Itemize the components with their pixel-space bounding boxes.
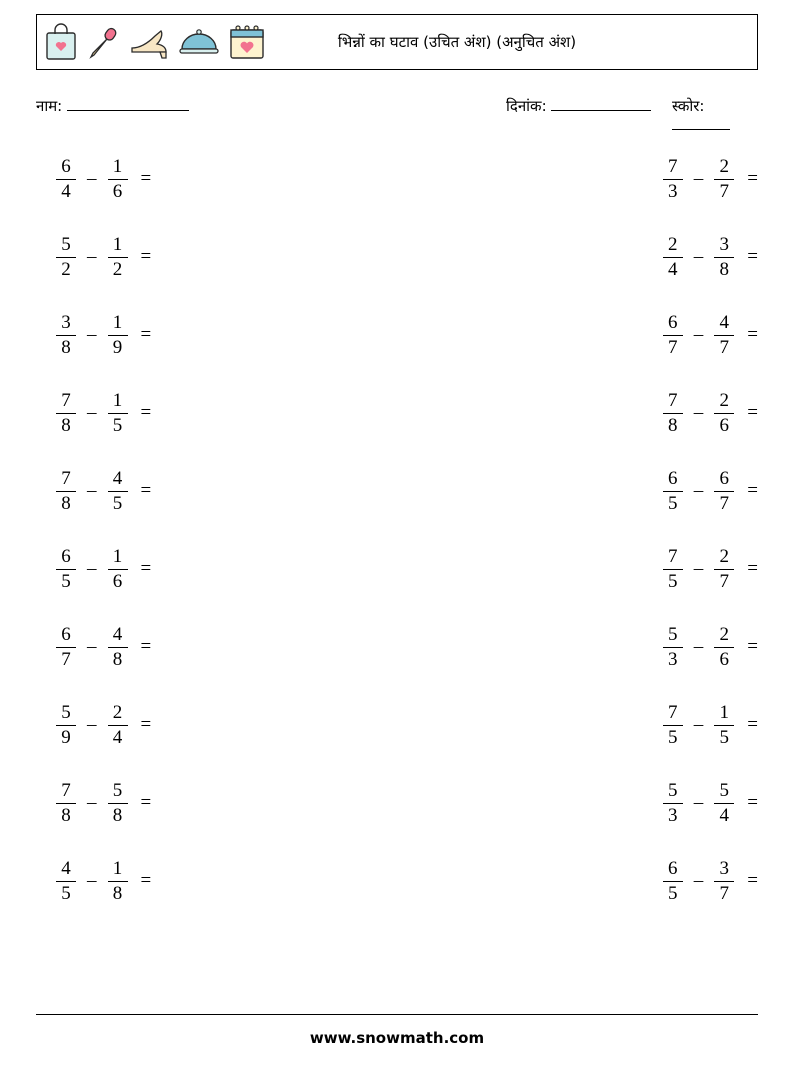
shopping-bag-icon [43,22,79,62]
numerator: 2 [668,233,678,255]
problem-item [331,452,758,530]
operator: – [693,558,704,579]
fraction-first [663,157,683,202]
problem-item [331,218,758,296]
fraction-bar [714,413,734,414]
numerator: 7 [668,389,678,411]
fraction-bar [108,881,128,882]
equals-sign: = [747,636,758,657]
operator: – [87,402,97,423]
meta-row [36,96,758,118]
operator: – [693,714,704,735]
numerator: 4 [112,623,123,645]
fraction-second [714,781,734,826]
equals-sign: = [140,636,152,657]
fraction-first [56,859,76,904]
fraction-bar [663,881,683,882]
numerator: 5 [668,779,678,801]
fraction-second [108,235,128,280]
equals-sign: = [747,168,758,189]
footer-divider [36,1014,758,1015]
fraction-second [108,313,128,358]
operator: – [693,636,704,657]
fraction-expression [661,235,758,280]
denominator: 5 [668,492,678,514]
equals-sign: = [140,714,152,735]
numerator: 6 [668,467,678,489]
denominator: 4 [112,726,123,748]
numerator: 7 [61,389,71,411]
denominator: 5 [61,882,71,904]
numerator: 6 [61,623,71,645]
equals-sign: = [140,246,152,267]
date-field [506,96,651,116]
numerator: 2 [719,389,730,411]
fraction-second [108,391,128,436]
score-input-line[interactable] [672,129,730,130]
numerator: 4 [112,467,123,489]
operator: – [87,558,97,579]
problem-item [331,842,758,920]
denominator: 7 [719,570,730,592]
denominator: 3 [668,804,678,826]
numerator: 7 [668,155,678,177]
equals-sign: = [140,480,152,501]
denominator: 7 [719,882,730,904]
fraction-bar [714,725,734,726]
fraction-first [663,469,683,514]
denominator: 6 [112,180,123,202]
fraction-bar [108,647,128,648]
fraction-first [663,235,683,280]
high-heel-shoe-icon [127,22,171,62]
fraction-expression [54,391,151,436]
fraction-first [663,703,683,748]
fraction-expression [661,547,758,592]
fraction-second [714,313,734,358]
problem-item [331,140,758,218]
denominator: 8 [719,258,730,280]
problem-item [331,374,758,452]
fraction-first [56,235,76,280]
denominator: 7 [719,492,730,514]
problem-grid [36,140,758,920]
denominator: 7 [719,180,730,202]
denominator: 4 [719,804,730,826]
name-field [36,96,189,116]
header-icon-strip [37,22,267,62]
denominator: 9 [61,726,71,748]
worksheet-page [0,14,794,1067]
fraction-first [56,625,76,670]
name-input-line[interactable] [67,110,189,111]
problem-item [36,686,331,764]
fraction-second [108,859,128,904]
fraction-bar [663,491,683,492]
fraction-bar [56,335,76,336]
denominator: 8 [112,882,123,904]
operator: – [693,402,704,423]
fraction-expression [661,157,758,202]
equals-sign: = [747,480,758,501]
numerator: 7 [668,701,678,723]
problem-item [36,374,331,452]
fraction-expression [661,313,758,358]
denominator: 6 [719,414,730,436]
denominator: 7 [719,336,730,358]
fraction-bar [108,803,128,804]
problem-item [331,296,758,374]
name-label: नाम: [36,97,63,115]
fraction-bar [56,647,76,648]
numerator: 1 [112,233,123,255]
numerator: 2 [112,701,123,723]
fraction-bar [108,491,128,492]
denominator: 4 [61,180,71,202]
fraction-bar [108,257,128,258]
fraction-bar [714,803,734,804]
fraction-bar [714,257,734,258]
equals-sign: = [747,714,758,735]
equals-sign: = [140,402,152,423]
fraction-second [108,625,128,670]
denominator: 7 [668,336,678,358]
operator: – [693,480,704,501]
fraction-expression [54,157,151,202]
fraction-first [56,703,76,748]
fraction-second [714,859,734,904]
fraction-expression [661,625,758,670]
score-label: स्कोर: [672,97,705,115]
numerator: 5 [719,779,730,801]
denominator: 5 [719,726,730,748]
numerator: 5 [61,701,71,723]
numerator: 6 [668,311,678,333]
operator: – [87,714,97,735]
numerator: 1 [112,545,123,567]
denominator: 5 [61,570,71,592]
operator: – [87,324,97,345]
fraction-first [663,313,683,358]
fraction-bar [663,725,683,726]
fraction-bar [56,491,76,492]
numerator: 5 [668,623,678,645]
numerator: 7 [61,467,71,489]
fraction-second [108,469,128,514]
numerator: 6 [61,155,71,177]
denominator: 2 [112,258,123,280]
fraction-second [108,157,128,202]
problem-item [331,764,758,842]
fraction-expression [661,469,758,514]
numerator: 2 [719,623,730,645]
problem-item [331,686,758,764]
numerator: 3 [61,311,71,333]
denominator: 9 [112,336,123,358]
page-title: भिन्नों का घटाव (उचित अंश) (अनुचित अंश) [337,33,577,51]
fraction-bar [56,725,76,726]
numerator: 1 [112,155,123,177]
microphone-icon [85,22,121,62]
page-footer [36,1014,758,1047]
fraction-second [714,703,734,748]
fraction-second [714,625,734,670]
operator: – [87,246,97,267]
fraction-bar [108,569,128,570]
problem-item [36,452,331,530]
numerator: 2 [719,545,730,567]
fraction-expression [661,781,758,826]
fraction-second [108,547,128,592]
date-input-line[interactable] [551,110,651,111]
problem-item [36,608,331,686]
fraction-first [56,313,76,358]
fraction-bar [56,569,76,570]
numerator: 4 [719,311,730,333]
denominator: 7 [61,648,71,670]
site-url[interactable]: www.snowmath.com [309,1029,485,1047]
denominator: 5 [668,882,678,904]
fraction-bar [108,179,128,180]
equals-sign: = [747,558,758,579]
fraction-second [714,469,734,514]
fraction-expression [54,313,151,358]
problem-item [36,530,331,608]
denominator: 5 [112,414,123,436]
equals-sign: = [747,792,758,813]
equals-sign: = [140,558,152,579]
operator: – [693,870,704,891]
denominator: 5 [668,570,678,592]
problem-item [36,296,331,374]
equals-sign: = [747,324,758,345]
fraction-bar [663,179,683,180]
food-cloche-icon [177,22,221,62]
denominator: 5 [668,726,678,748]
fraction-bar [663,413,683,414]
fraction-expression [54,547,151,592]
operator: – [693,168,704,189]
numerator: 5 [112,779,123,801]
fraction-bar [56,803,76,804]
fraction-first [663,391,683,436]
equals-sign: = [747,402,758,423]
operator: – [693,246,704,267]
fraction-first [56,157,76,202]
numerator: 2 [719,155,730,177]
fraction-first [663,781,683,826]
problem-item [36,764,331,842]
fraction-bar [56,413,76,414]
numerator: 6 [719,467,730,489]
operator: – [693,324,704,345]
fraction-bar [714,569,734,570]
problem-item [36,218,331,296]
fraction-second [714,547,734,592]
denominator: 8 [668,414,678,436]
numerator: 7 [61,779,71,801]
fraction-bar [714,179,734,180]
numerator: 5 [61,233,71,255]
denominator: 8 [61,804,71,826]
fraction-bar [108,413,128,414]
fraction-bar [714,881,734,882]
fraction-bar [108,725,128,726]
numerator: 1 [719,701,730,723]
fraction-expression [54,859,151,904]
problem-item [331,608,758,686]
numerator: 6 [61,545,71,567]
denominator: 8 [112,804,123,826]
worksheet-header [36,14,758,70]
fraction-first [56,547,76,592]
equals-sign: = [140,870,152,891]
denominator: 8 [112,648,123,670]
fraction-first [56,469,76,514]
fraction-expression [661,703,758,748]
operator: – [87,480,97,501]
equals-sign: = [140,324,152,345]
operator: – [693,792,704,813]
problem-item [36,140,331,218]
fraction-bar [714,491,734,492]
fraction-bar [56,179,76,180]
equals-sign: = [747,870,758,891]
fraction-second [108,703,128,748]
problem-item [36,842,331,920]
fraction-expression [54,781,151,826]
fraction-bar [663,257,683,258]
denominator: 4 [668,258,678,280]
fraction-bar [714,647,734,648]
numerator: 3 [719,233,730,255]
fraction-second [714,391,734,436]
fraction-bar [714,335,734,336]
calendar-icon [227,22,267,62]
fraction-bar [663,569,683,570]
fraction-expression [54,703,151,748]
score-field [672,96,758,134]
fraction-bar [108,335,128,336]
fraction-first [663,625,683,670]
fraction-first [663,547,683,592]
denominator: 3 [668,180,678,202]
fraction-second [714,157,734,202]
denominator: 5 [112,492,123,514]
operator: – [87,792,97,813]
denominator: 8 [61,414,71,436]
numerator: 1 [112,311,123,333]
numerator: 1 [112,857,123,879]
denominator: 8 [61,492,71,514]
fraction-first [56,391,76,436]
operator: – [87,168,97,189]
equals-sign: = [140,168,152,189]
fraction-second [108,781,128,826]
numerator: 4 [61,857,71,879]
fraction-bar [56,257,76,258]
fraction-expression [661,859,758,904]
problem-item [331,530,758,608]
fraction-first [56,781,76,826]
fraction-bar [663,803,683,804]
operator: – [87,636,97,657]
fraction-bar [56,881,76,882]
equals-sign: = [140,792,152,813]
denominator: 3 [668,648,678,670]
fraction-expression [54,235,151,280]
equals-sign: = [747,246,758,267]
fraction-bar [663,335,683,336]
fraction-first [663,859,683,904]
numerator: 1 [112,389,123,411]
fraction-expression [54,469,151,514]
denominator: 6 [112,570,123,592]
operator: – [87,870,97,891]
denominator: 6 [719,648,730,670]
numerator: 7 [668,545,678,567]
denominator: 2 [61,258,71,280]
fraction-expression [661,391,758,436]
fraction-expression [54,625,151,670]
date-label: दिनांक: [506,97,547,115]
fraction-bar [663,647,683,648]
denominator: 8 [61,336,71,358]
fraction-second [714,235,734,280]
numerator: 3 [719,857,730,879]
numerator: 6 [668,857,678,879]
